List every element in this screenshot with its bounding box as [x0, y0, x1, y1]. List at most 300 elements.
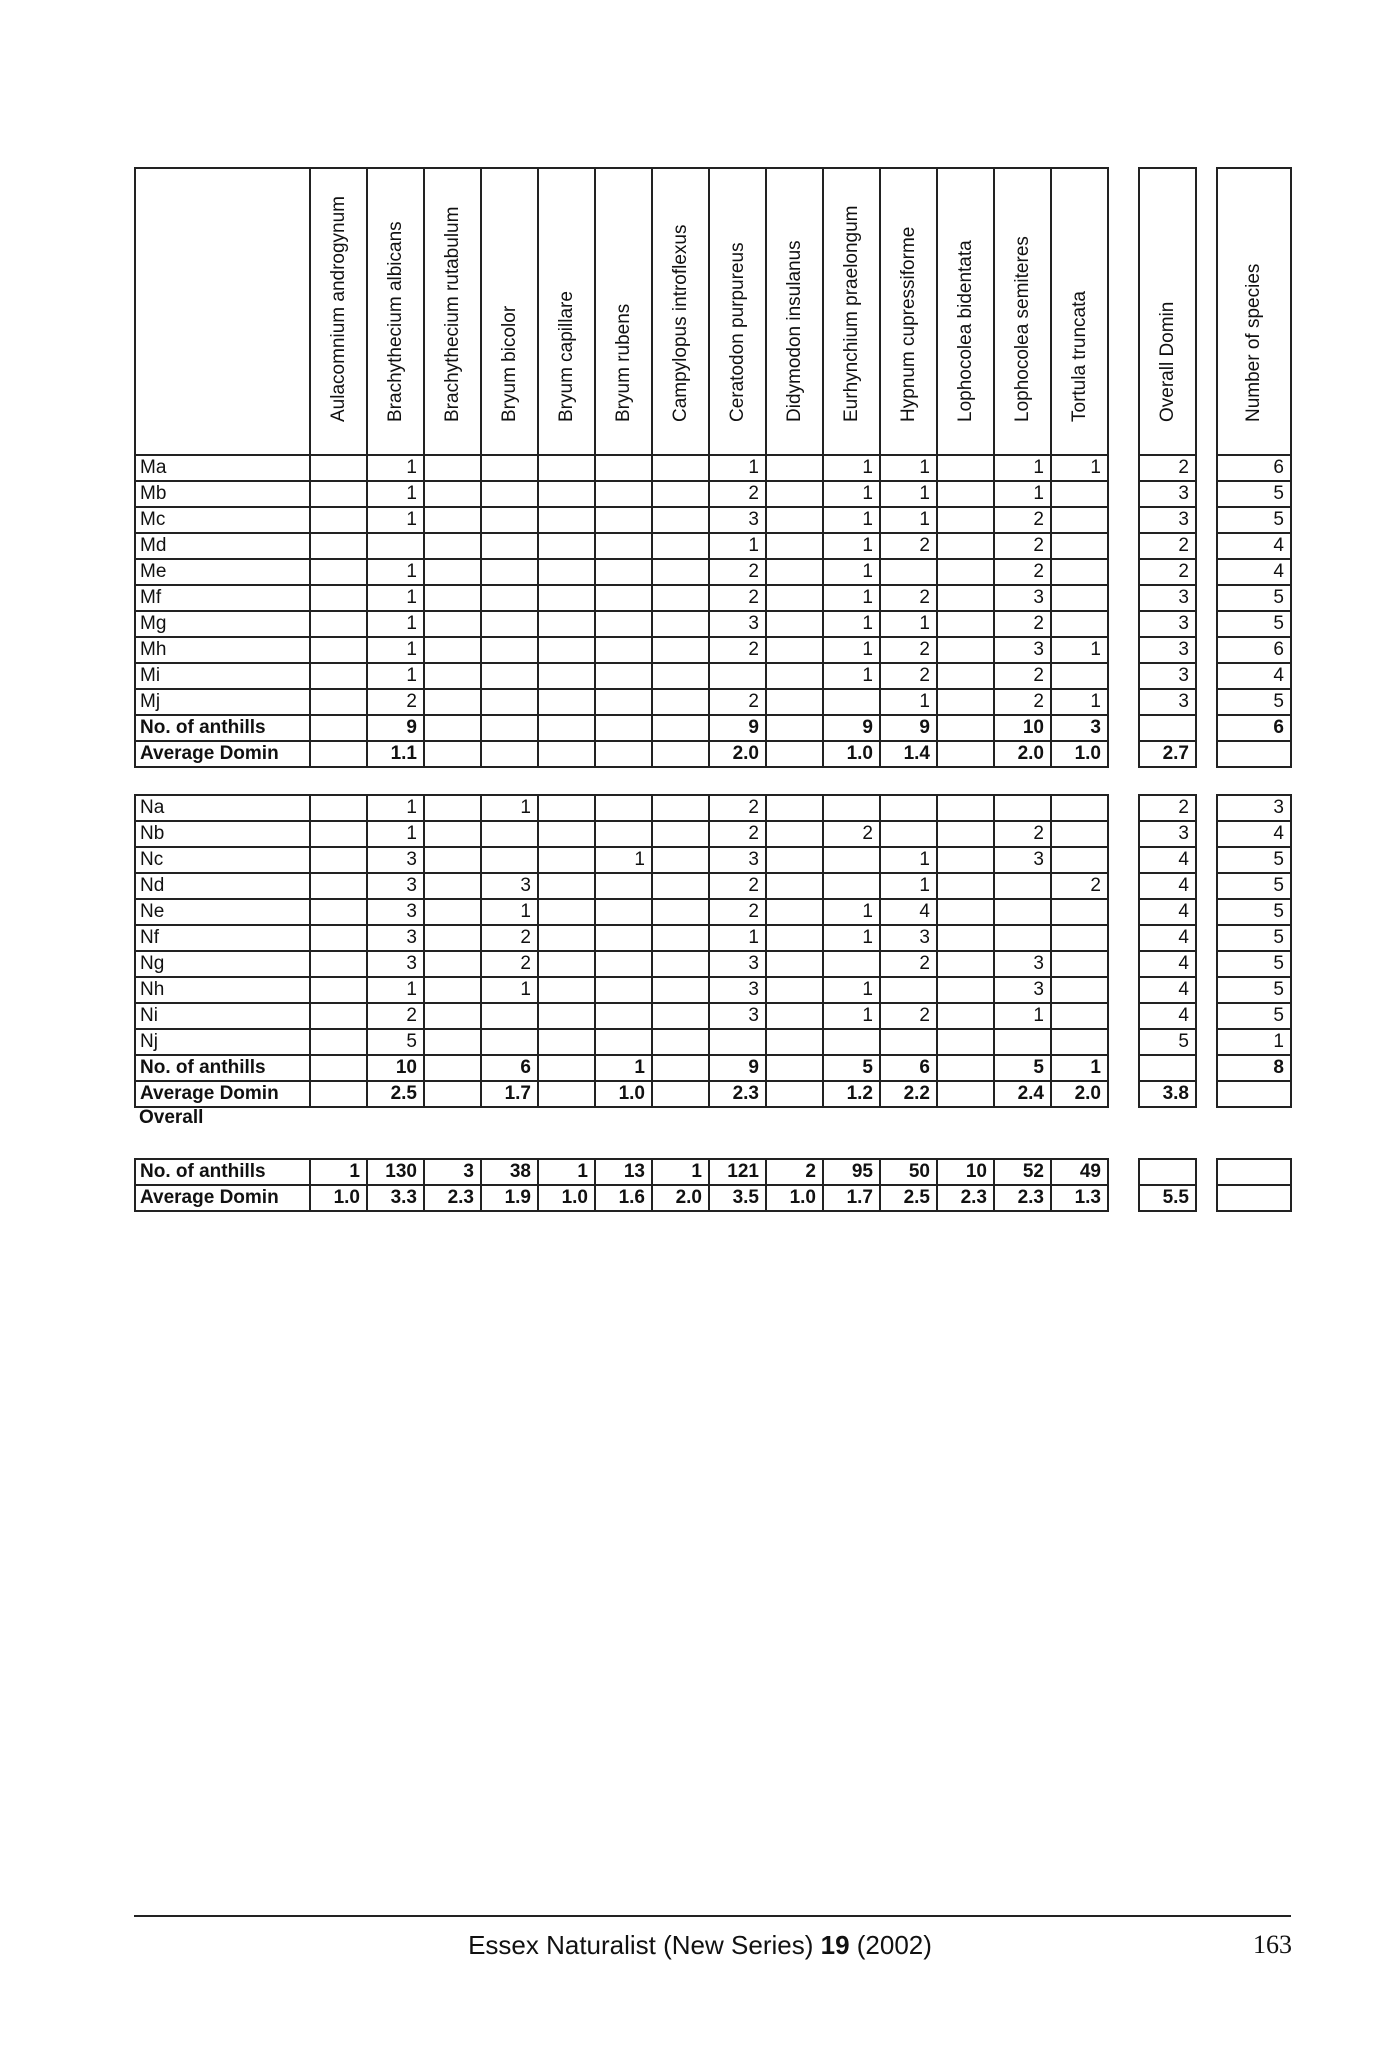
- table-cell: [937, 847, 994, 873]
- table-cell: [823, 873, 880, 899]
- table-cell: [823, 951, 880, 977]
- table-cell: [766, 637, 823, 663]
- table-cell: [652, 795, 709, 821]
- table-cell: [481, 821, 538, 847]
- table-cell: 2.0: [709, 741, 766, 767]
- overall-domin-cell: 3: [1139, 663, 1196, 689]
- table-row: [135, 1055, 1108, 1081]
- overall-domin-cell: 3: [1139, 689, 1196, 715]
- table-cell: [310, 1003, 367, 1029]
- table-cell: [481, 455, 538, 481]
- species-count-cell: 5: [1217, 481, 1291, 507]
- row-label: Ng: [135, 951, 310, 977]
- table-cell: [310, 821, 367, 847]
- table-cell: [310, 925, 367, 951]
- table-cell: [766, 715, 823, 741]
- table-cell: [766, 559, 823, 585]
- table-cell: [766, 977, 823, 1003]
- overall-domin-cell: 3: [1139, 611, 1196, 637]
- table-cell: [766, 951, 823, 977]
- table-cell: [1051, 899, 1108, 925]
- table-cell: 1: [880, 689, 937, 715]
- table-cell: 3: [367, 925, 424, 951]
- table-cell: [937, 637, 994, 663]
- table-cell: [652, 533, 709, 559]
- table-cell: 1: [1051, 637, 1108, 663]
- table-cell: 2: [709, 795, 766, 821]
- table-cell: [937, 1029, 994, 1055]
- table-cell: 3: [880, 925, 937, 951]
- table-cell: 1: [367, 585, 424, 611]
- table-cell: 5: [994, 1055, 1051, 1081]
- table-cell: 3: [994, 585, 1051, 611]
- row-label: Na: [135, 795, 310, 821]
- table-cell: [937, 663, 994, 689]
- table-cell: [595, 1003, 652, 1029]
- species-header: Tortula truncata: [1051, 168, 1108, 455]
- table-cell: [538, 1081, 595, 1107]
- table-cell: 5: [823, 1055, 880, 1081]
- table-cell: [766, 481, 823, 507]
- table-cell: 1: [823, 481, 880, 507]
- table-cell: [481, 585, 538, 611]
- table-row: [135, 481, 1108, 507]
- table-cell: 3: [709, 507, 766, 533]
- table-cell: [481, 715, 538, 741]
- species-count-cell: 1: [1217, 1029, 1291, 1055]
- overall-domin-cell: [1139, 715, 1196, 741]
- table-cell: [766, 795, 823, 821]
- table-cell: 3: [994, 977, 1051, 1003]
- table-cell: 2: [994, 821, 1051, 847]
- table-cell: 1: [823, 663, 880, 689]
- table-cell: [823, 689, 880, 715]
- table-cell: 1: [880, 455, 937, 481]
- table-cell: [310, 533, 367, 559]
- overall-domin-header: Overall Domin: [1139, 168, 1196, 455]
- table-row: [135, 533, 1108, 559]
- table-cell: [937, 951, 994, 977]
- overall-domin-cell: 4: [1139, 847, 1196, 873]
- table-cell: 3: [709, 977, 766, 1003]
- table-cell: [538, 795, 595, 821]
- table-cell: [481, 663, 538, 689]
- table-cell: [310, 611, 367, 637]
- table-cell: [823, 795, 880, 821]
- table-cell: [310, 637, 367, 663]
- table-cell: [766, 663, 823, 689]
- table-cell: [937, 1003, 994, 1029]
- table-cell: 1: [823, 559, 880, 585]
- table-cell: 5: [367, 1029, 424, 1055]
- species-count-cell: 4: [1217, 533, 1291, 559]
- table-cell: [937, 533, 994, 559]
- table-cell: 1: [880, 873, 937, 899]
- table-cell: [538, 899, 595, 925]
- footer-rule: [134, 1915, 1291, 1917]
- table-cell: 2: [880, 533, 937, 559]
- row-label: No. of anthills: [135, 715, 310, 741]
- table-cell: [937, 899, 994, 925]
- table-cell: 95: [823, 1159, 880, 1185]
- table-cell: 1: [652, 1159, 709, 1185]
- table-cell: 13: [595, 1159, 652, 1185]
- overall-domin-cell: 3: [1139, 585, 1196, 611]
- table-cell: 2: [766, 1159, 823, 1185]
- table-cell: [937, 611, 994, 637]
- species-count-cell: 5: [1217, 611, 1291, 637]
- species-count-table: [1216, 167, 1292, 1212]
- table-cell: [538, 533, 595, 559]
- table-cell: [538, 1003, 595, 1029]
- table-row: [135, 689, 1108, 715]
- table-cell: [424, 715, 481, 741]
- table-cell: [481, 1003, 538, 1029]
- table-row: [135, 925, 1108, 951]
- table-cell: 4: [880, 899, 937, 925]
- table-cell: [595, 899, 652, 925]
- table-cell: [367, 533, 424, 559]
- table-row: [135, 507, 1108, 533]
- table-cell: 1: [823, 899, 880, 925]
- overall-domin-cell: 4: [1139, 951, 1196, 977]
- header-corner: [135, 168, 310, 455]
- table-cell: [937, 1055, 994, 1081]
- table-cell: 10: [937, 1159, 994, 1185]
- table-cell: 130: [367, 1159, 424, 1185]
- table-cell: [766, 1081, 823, 1107]
- table-cell: 121: [709, 1159, 766, 1185]
- table-cell: [424, 585, 481, 611]
- table-cell: 1: [823, 925, 880, 951]
- table-cell: [1051, 559, 1108, 585]
- table-cell: [310, 847, 367, 873]
- table-cell: 3: [367, 899, 424, 925]
- table-cell: [310, 795, 367, 821]
- table-cell: 9: [823, 715, 880, 741]
- table-cell: [652, 741, 709, 767]
- table-cell: [937, 455, 994, 481]
- table-cell: 2.3: [709, 1081, 766, 1107]
- row-label: No. of anthills: [135, 1055, 310, 1081]
- table-cell: [937, 741, 994, 767]
- row-label: Mb: [135, 481, 310, 507]
- table-cell: [937, 585, 994, 611]
- table-cell: [1051, 507, 1108, 533]
- table-cell: [1051, 977, 1108, 1003]
- species-count-cell: [1217, 741, 1291, 767]
- table-cell: 2: [994, 663, 1051, 689]
- table-cell: 3: [367, 847, 424, 873]
- table-cell: [424, 533, 481, 559]
- table-cell: 3: [994, 847, 1051, 873]
- table-cell: [652, 611, 709, 637]
- table-cell: [652, 637, 709, 663]
- table-row: [135, 1003, 1108, 1029]
- table-row: [135, 1185, 1108, 1211]
- table-cell: [424, 1029, 481, 1055]
- overall-domin-cell: 2: [1139, 455, 1196, 481]
- table-cell: [310, 455, 367, 481]
- species-header: Bryum rubens: [595, 168, 652, 455]
- table-cell: 2.0: [994, 741, 1051, 767]
- row-label: Average Domin: [135, 1081, 310, 1107]
- table-cell: 1: [595, 1055, 652, 1081]
- row-label: Mf: [135, 585, 310, 611]
- table-cell: 2.3: [424, 1185, 481, 1211]
- table-cell: [538, 663, 595, 689]
- species-count-cell: 3: [1217, 795, 1291, 821]
- table-cell: [766, 533, 823, 559]
- table-cell: [424, 611, 481, 637]
- table-cell: [652, 507, 709, 533]
- row-label: Mh: [135, 637, 310, 663]
- table-cell: 3: [1051, 715, 1108, 741]
- table-cell: [538, 585, 595, 611]
- table-cell: [652, 821, 709, 847]
- table-cell: [595, 795, 652, 821]
- overall-domin-cell: 2.7: [1139, 741, 1196, 767]
- table-cell: 2: [994, 689, 1051, 715]
- table-cell: [652, 1003, 709, 1029]
- table-cell: [766, 741, 823, 767]
- species-header: Brachythecium rutabulum: [424, 168, 481, 455]
- table-cell: [310, 481, 367, 507]
- table-row: [135, 1029, 1108, 1055]
- table-cell: [652, 925, 709, 951]
- table-cell: 1: [709, 455, 766, 481]
- table-cell: [424, 1081, 481, 1107]
- table-cell: 1.7: [823, 1185, 880, 1211]
- table-cell: [310, 899, 367, 925]
- table-cell: [538, 1029, 595, 1055]
- species-count-cell: 5: [1217, 1003, 1291, 1029]
- table-cell: [424, 821, 481, 847]
- table-cell: 1.0: [310, 1185, 367, 1211]
- table-cell: [424, 663, 481, 689]
- table-row: [135, 873, 1108, 899]
- table-cell: [994, 795, 1051, 821]
- table-cell: [766, 507, 823, 533]
- species-count-cell: 5: [1217, 899, 1291, 925]
- table-cell: 1.9: [481, 1185, 538, 1211]
- table-cell: 1: [367, 663, 424, 689]
- species-header: Brachythecium albicans: [367, 168, 424, 455]
- table-cell: [766, 1029, 823, 1055]
- table-cell: [424, 977, 481, 1003]
- table-cell: 10: [367, 1055, 424, 1081]
- species-header: Bryum capillare: [538, 168, 595, 455]
- table-cell: [538, 847, 595, 873]
- table-cell: [1051, 663, 1108, 689]
- row-label: Mg: [135, 611, 310, 637]
- table-cell: [538, 821, 595, 847]
- table-cell: 1: [823, 977, 880, 1003]
- table-cell: 10: [994, 715, 1051, 741]
- row-label: Md: [135, 533, 310, 559]
- row-label: Average Domin: [135, 741, 310, 767]
- table-cell: 2.5: [367, 1081, 424, 1107]
- table-cell: [652, 481, 709, 507]
- table-cell: 1.4: [880, 741, 937, 767]
- species-count-cell: 4: [1217, 663, 1291, 689]
- table-cell: [937, 925, 994, 951]
- overall-domin-cell: 2: [1139, 559, 1196, 585]
- table-cell: 3: [709, 951, 766, 977]
- table-cell: 3: [424, 1159, 481, 1185]
- overall-domin-cell: [1139, 1159, 1196, 1185]
- table-cell: 1: [880, 611, 937, 637]
- table-cell: [538, 611, 595, 637]
- table-cell: [538, 455, 595, 481]
- table-cell: 2: [1051, 873, 1108, 899]
- table-cell: [1051, 611, 1108, 637]
- table-cell: [538, 925, 595, 951]
- species-header: Bryum bicolor: [481, 168, 538, 455]
- table-cell: 6: [481, 1055, 538, 1081]
- table-cell: [595, 481, 652, 507]
- table-cell: [652, 689, 709, 715]
- species-count-cell: 6: [1217, 455, 1291, 481]
- table-cell: [1051, 1029, 1108, 1055]
- table-cell: 50: [880, 1159, 937, 1185]
- species-count-cell: 4: [1217, 821, 1291, 847]
- row-label: Ni: [135, 1003, 310, 1029]
- table-cell: 2: [709, 585, 766, 611]
- table-cell: [595, 689, 652, 715]
- table-cell: 2: [709, 637, 766, 663]
- overall-domin-cell: 3: [1139, 507, 1196, 533]
- table-cell: [652, 585, 709, 611]
- table-cell: 1: [823, 585, 880, 611]
- table-cell: [994, 873, 1051, 899]
- row-label: Nb: [135, 821, 310, 847]
- table-cell: 2: [709, 899, 766, 925]
- table-cell: [310, 873, 367, 899]
- table-cell: [595, 559, 652, 585]
- table-cell: [310, 1055, 367, 1081]
- table-cell: 1: [367, 977, 424, 1003]
- table-row: [135, 821, 1108, 847]
- species-header-row: [135, 168, 1108, 455]
- row-label: Nd: [135, 873, 310, 899]
- table-cell: 1.0: [823, 741, 880, 767]
- table-cell: 2: [709, 559, 766, 585]
- table-cell: [652, 715, 709, 741]
- row-label: Mc: [135, 507, 310, 533]
- table-cell: 2.2: [880, 1081, 937, 1107]
- row-label: Average Domin: [135, 1185, 310, 1211]
- table-cell: [538, 507, 595, 533]
- table-cell: 1.7: [481, 1081, 538, 1107]
- table-cell: 1: [367, 637, 424, 663]
- species-header: Campylopus introflexus: [652, 168, 709, 455]
- overall-domin-table: [1138, 167, 1197, 1212]
- table-cell: [538, 1055, 595, 1081]
- species-count-cell: 5: [1217, 689, 1291, 715]
- table-cell: 2: [709, 481, 766, 507]
- table-cell: 3: [709, 1003, 766, 1029]
- table-cell: [595, 715, 652, 741]
- species-count-cell: [1217, 1081, 1291, 1107]
- table-cell: [310, 507, 367, 533]
- table-cell: 1: [310, 1159, 367, 1185]
- table-cell: [1051, 847, 1108, 873]
- table-cell: [766, 821, 823, 847]
- table-cell: 2: [709, 821, 766, 847]
- table-cell: 9: [709, 1055, 766, 1081]
- table-cell: 2: [880, 1003, 937, 1029]
- table-cell: 2: [994, 507, 1051, 533]
- table-cell: [310, 1081, 367, 1107]
- species-header: Didymodon insulanus: [766, 168, 823, 455]
- table-cell: [424, 1003, 481, 1029]
- table-cell: 1.3: [1051, 1185, 1108, 1211]
- table-row: [135, 951, 1108, 977]
- table-cell: [310, 741, 367, 767]
- overall-domin-cell: 5.5: [1139, 1185, 1196, 1211]
- table-cell: 1.1: [367, 741, 424, 767]
- table-cell: [481, 741, 538, 767]
- species-count-cell: 6: [1217, 637, 1291, 663]
- table-cell: [595, 977, 652, 1003]
- table-cell: [538, 741, 595, 767]
- table-cell: [1051, 481, 1108, 507]
- overall-domin-cell: 3: [1139, 637, 1196, 663]
- table-cell: 1: [709, 533, 766, 559]
- table-cell: [880, 559, 937, 585]
- table-cell: 3: [367, 951, 424, 977]
- table-row: [135, 1081, 1108, 1107]
- table-row: [135, 559, 1108, 585]
- table-cell: [652, 1029, 709, 1055]
- table-cell: [424, 899, 481, 925]
- table-cell: [766, 455, 823, 481]
- table-cell: 1: [367, 507, 424, 533]
- table-cell: [481, 637, 538, 663]
- row-label: Mi: [135, 663, 310, 689]
- table-cell: 3.3: [367, 1185, 424, 1211]
- table-cell: [481, 533, 538, 559]
- overall-domin-cell: 2: [1139, 795, 1196, 821]
- table-cell: [424, 741, 481, 767]
- table-cell: 2.0: [652, 1185, 709, 1211]
- table-cell: 1.6: [595, 1185, 652, 1211]
- species-header: Ceratodon purpureus: [709, 168, 766, 455]
- table-cell: [481, 559, 538, 585]
- table-cell: [481, 847, 538, 873]
- species-count-cell: [1217, 1159, 1291, 1185]
- table-row: [135, 455, 1108, 481]
- table-cell: 1: [823, 533, 880, 559]
- table-cell: [538, 637, 595, 663]
- table-cell: 1: [1051, 1055, 1108, 1081]
- table-cell: [652, 977, 709, 1003]
- table-cell: [595, 611, 652, 637]
- table-cell: [424, 455, 481, 481]
- moss-species-table: [134, 167, 1109, 1212]
- table-cell: [595, 637, 652, 663]
- table-cell: 1.2: [823, 1081, 880, 1107]
- species-count-cell: 6: [1217, 715, 1291, 741]
- table-cell: 2: [880, 951, 937, 977]
- table-cell: [880, 795, 937, 821]
- table-cell: [595, 533, 652, 559]
- table-cell: [1051, 925, 1108, 951]
- table-cell: [766, 611, 823, 637]
- table-cell: 1: [538, 1159, 595, 1185]
- table-cell: [823, 847, 880, 873]
